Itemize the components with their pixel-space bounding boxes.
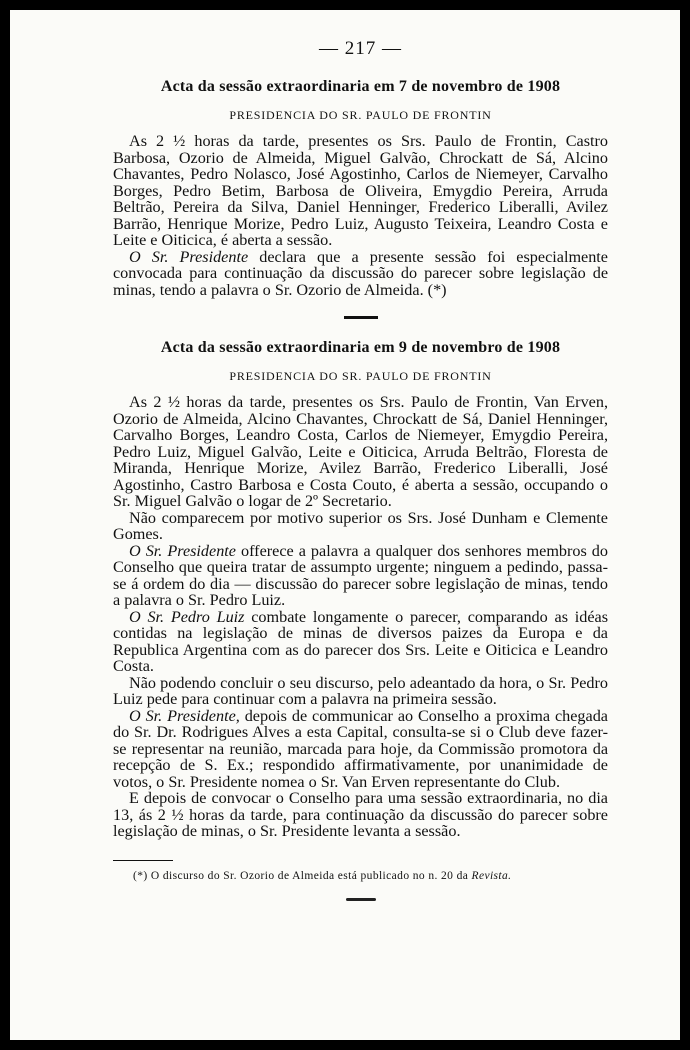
section-separator <box>344 316 378 319</box>
session-2-title: Acta da sessão extraordinaria em 9 de novembro de 1908 <box>160 339 561 356</box>
paragraph-text: declara que a presente sessão foi especialmente convocada para continuação da discussão do parecer sobre legislação de minas, tendo a palavra o Sr. Ozorio de Almeida. (*) <box>113 247 608 299</box>
session-2-paragraph-6 <box>113 708 608 791</box>
session-2-paragraph-2: Não comparecem por motivo superior os Srs. José Dunham e Clemente Gomes. <box>113 508 608 543</box>
session-2-presidency: PRESIDENCIA DO SR. PAULO DE FRONTIN <box>229 369 492 383</box>
speaker-name: O Sr. Presidente <box>129 247 249 266</box>
session-2-paragraph-5: Não podendo concluir o seu discurso, pelo adeantado da hora, o Sr. Pedro Luiz pede para continuar com a palavra na primeira sessão. <box>113 673 608 708</box>
session-2-paragraph-7: E depois de convocar o Conselho para uma sessão extraordinaria, no dia 13, ás 2 ½ horas da tarde, para continuação da discussão do parecer sobre legislação de minas, o Sr. Presidente levanta a sessão. <box>113 789 608 840</box>
session-2-paragraph-3 <box>113 543 608 609</box>
speaker-name: O Sr. Presidente, <box>129 706 240 725</box>
page-content <box>113 38 608 901</box>
session-1-presidency: PRESIDENCIA DO SR. PAULO DE FRONTIN <box>229 108 492 122</box>
session-2-paragraph-4 <box>113 609 608 675</box>
footnote-text: (*) O discurso do Sr. Ozorio de Almeida está publicado no n. 20 da <box>133 869 472 882</box>
ornament-mark <box>346 898 376 901</box>
document-page <box>10 10 680 1040</box>
paragraph-text: offerece a palavra a qualquer dos senhores membros do Conselho que queira tratar de assumpto urgente; ninguem a pedindo, passa-se á ordem do dia — discussão do parecer sobre legislação de minas, tendo a palavra o Sr. Pedro Luiz. <box>113 541 608 609</box>
page-number: — 217 — <box>319 38 402 59</box>
footnote <box>113 869 608 884</box>
paragraph-text: depois de communicar ao Conselho a proxima chegada do Sr. Dr. Rodrigues Alves a esta Capital, consulta-se si o Club deve fazer-se representar na reunião, marcada para hoje, da Commissão promotora da recepção de S. Ex.; respondido affirmativamente, por unanimidade de votos, o Sr. Presidente nomea o Sr. Van Erven representante do Club. <box>113 706 608 791</box>
footnote-italic: Revista. <box>471 869 512 882</box>
footnote-rule <box>113 860 173 861</box>
speaker-name: O Sr. Pedro Luiz <box>129 607 245 626</box>
paragraph-text: combate longamente o parecer, comparando as idéas contidas na legislação de minas de diversos paizes da Europa e da Republica Argentina com as do parecer dos Srs. Leite e Oiticica e Leandro Costa. <box>113 607 609 675</box>
speaker-name: O Sr. Presidente <box>129 541 236 560</box>
session-1-title: Acta da sessão extraordinaria em 7 de novembro de 1908 <box>160 78 561 95</box>
session-1-paragraph-2 <box>113 249 608 299</box>
session-2-paragraph-1: As 2 ½ horas da tarde, presentes os Srs. Paulo de Frontin, Van Erven, Ozorio de Almeida, Alcino Chavantes, Chrockatt de Sá, Daniel Henninger, Carvalho Borges, Leandro Costa, Carlos de Niemeyer, Emygdio Pereira, Pedro Luiz, Miguel Galvão, Leite e Oiticica, Arruda Beltrão, Floresta de Miranda, Henrique Morize, Avilez Barrão, Frederico Liberalli, José Agostinho, Castro Barbosa e Costa Couto, é aberta a sessão, occupando o Sr. Miguel Galvão o logar de 2º Secretario. <box>113 393 608 510</box>
session-1-paragraph-1: As 2 ½ horas da tarde, presentes os Srs. Paulo de Frontin, Castro Barbosa, Ozorio de Almeida, Miguel Galvão, Chrockatt de Sá, Alcino Chavantes, Pedro Nolasco, José Agostinho, Carlos de Niemeyer, Carvalho Borges, Pedro Betim, Barbosa de Oliveira, Emygdio Pereira, Arruda Beltrão, Pereira da Silva, Daniel Henninger, Frederico Liberalli, Avilez Barrão, Henrique Morize, Pedro Luiz, Augusto Teixeira, Leandro Costa e Leite e Oiticica, é aberta a sessão. <box>113 132 608 249</box>
